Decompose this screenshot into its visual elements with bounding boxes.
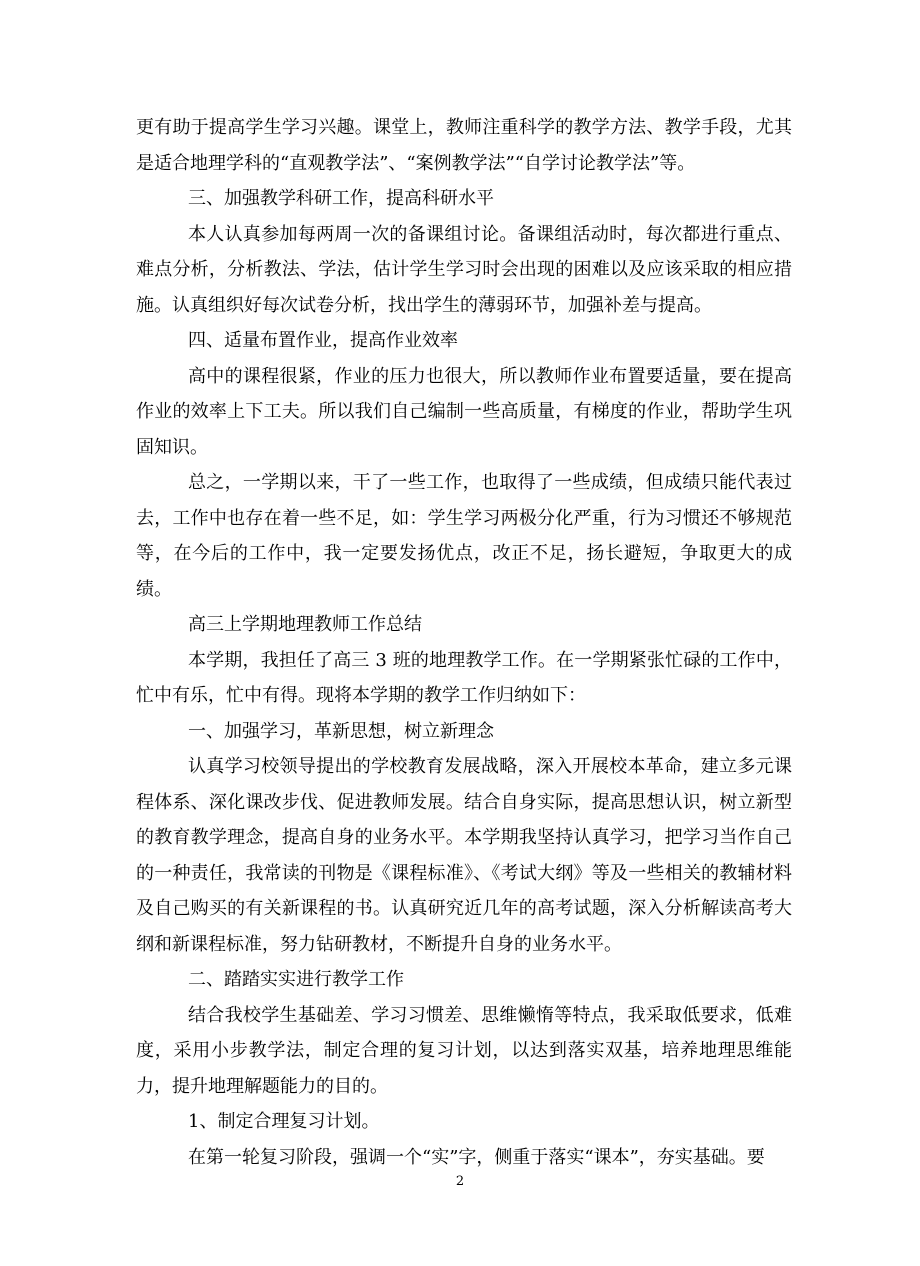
document-subtitle: 高三上学期地理教师工作总结	[188, 614, 422, 635]
paragraph-intro: 本学期，我担任了高三 3 班的地理教学工作。在一学期紧张忙碌的工作中，忙中有乐，忙中有得。现将本学期的教学工作归纳如下：	[136, 649, 792, 706]
document-body	[136, 110, 792, 1175]
paragraph-4: 认真学习校领导提出的学校教育发展战略，深入开展校本革命，建立多元课程体系、深化课改步伐、促进教师发展。结合自身实际，提高思想认识，树立新型的教育教学理念，提高自身的业务水平。本学期我坚持认真学习，把学习当作自己的一种责任，我常读的刊物是《课程标准》、《考试大纲》等及一些相关的教辅材料及自己购买的有关新课程的书。认真研究近几年的高考试题，深入分析解读高考大纲和新课程标准，努力钻研教材，不断提升自身的业务水平。	[136, 756, 792, 955]
section-heading-2: 二、踏踏实实进行教学工作	[188, 969, 404, 990]
section-heading-3: 三、加强教学科研工作，提高科研水平	[188, 188, 494, 209]
paragraph-6: 在第一轮复习阶段，强调一个“实”字，侧重于落实“课本”，夯实基础。要	[188, 1146, 765, 1168]
paragraph-1: 更有助于提高学生学习兴趣。课堂上，教师注重科学的教学方法、教学手段，尤其是适合地理学科的“直观教学法”、“案例教学法”“自学讨论教学法”等。	[136, 117, 792, 174]
paragraph-2: 本人认真参加每两周一次的备课组讨论。备课组活动时，每次都进行重点、难点分析，分析教法、学法，估计学生学习时会出现的困难以及应该采取的相应措施。认真组织好每次试卷分析，找出学生的薄弱环节，加强补差与提高。	[136, 223, 792, 316]
paragraph-5: 结合我校学生基础差、学习习惯差、思维懒惰等特点，我采取低要求，低难度，采用小步教学法，制定合理的复习计划，以达到落实双基，培养地理思维能力，提升地理解题能力的目的。	[136, 1004, 792, 1097]
section-heading-4: 四、适量布置作业，提高作业效率	[188, 330, 458, 351]
paragraph-3: 高中的课程很紧，作业的压力也很大，所以教师作业布置要适量，要在提高作业的效率上下工夫。所以我们自己编制一些高质量，有梯度的作业，帮助学生巩固知识。	[136, 365, 792, 458]
section-heading-1: 一、加强学习，革新思想，树立新理念	[188, 720, 494, 742]
page-number: 2	[455, 1174, 465, 1189]
subsection-heading-1: 1、制定合理复习计划。	[188, 1111, 380, 1132]
paragraph-summary: 总之，一学期以来，干了一些工作，也取得了一些成绩，但成绩只能代表过去，工作中也存在着一些不足，如：学生学习两极分化严重，行为习惯还不够规范等，在今后的工作中，我一定要发扬优点，改正不足，扬长避短，争取更大的成绩。	[136, 472, 792, 600]
